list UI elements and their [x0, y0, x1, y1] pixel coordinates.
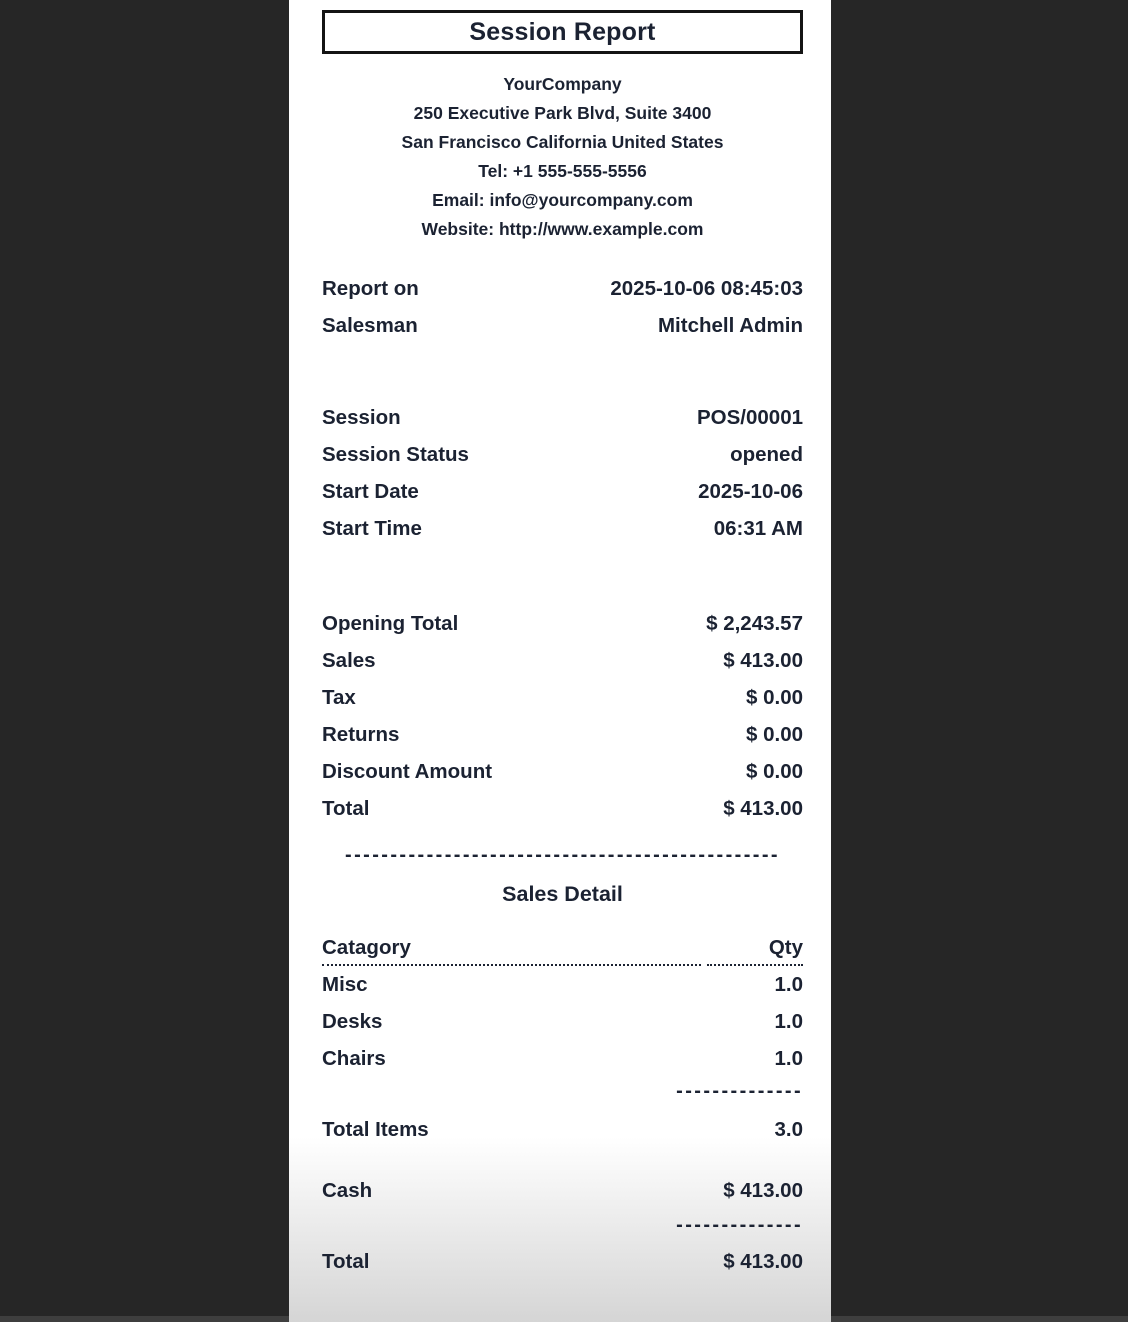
- totals-row-label: Tax: [322, 686, 356, 709]
- session-row: [322, 510, 803, 547]
- meta-row-value: 2025-10-06 08:45:03: [610, 277, 803, 300]
- payments-section: [322, 1172, 803, 1209]
- grand-total-value: $ 413.00: [723, 1250, 803, 1273]
- session-info-section: [322, 399, 803, 547]
- totals-row-label: Opening Total: [322, 612, 459, 635]
- session-row-value: 06:31 AM: [713, 517, 803, 540]
- totals-section: [322, 605, 803, 827]
- session-report-receipt: [289, 0, 831, 1322]
- session-row-label: Session Status: [322, 443, 469, 466]
- meta-row-label: Report on: [322, 277, 419, 300]
- total-items-row: [322, 1111, 803, 1148]
- totals-row-value: $ 0.00: [746, 723, 803, 746]
- payments-total-divider: --------------: [676, 1214, 803, 1236]
- category-column-header: Catagory: [322, 931, 701, 966]
- company-address-line1: 250 Executive Park Blvd, Suite 3400: [413, 103, 712, 123]
- company-website: Website: http://www.example.com: [421, 219, 704, 239]
- totals-row-value: $ 2,243.57: [706, 612, 803, 635]
- meta-row-value: Mitchell Admin: [657, 314, 803, 337]
- totals-row: [322, 642, 803, 679]
- totals-row-label: Discount Amount: [322, 760, 493, 783]
- payment-row: [322, 1172, 803, 1209]
- session-row-label: Start Time: [322, 517, 422, 540]
- totals-row: [322, 716, 803, 753]
- totals-row-value: $ 0.00: [746, 760, 803, 783]
- qty-column-header: Qty: [707, 931, 803, 966]
- totals-row: [322, 679, 803, 716]
- totals-row-label: Returns: [322, 723, 400, 746]
- category-row: [322, 1040, 803, 1077]
- totals-row-label: Total: [322, 797, 370, 820]
- payment-row-label: Cash: [322, 1179, 373, 1202]
- report-meta-section: [322, 270, 803, 344]
- totals-row-value: $ 413.00: [723, 797, 803, 820]
- meta-row: [322, 270, 803, 307]
- session-row-value: POS/00001: [697, 406, 803, 429]
- category-row-qty: 1.0: [774, 1047, 803, 1070]
- total-items-label: Total Items: [322, 1118, 429, 1141]
- grand-total-row: [322, 1243, 803, 1280]
- company-email: Email: info@yourcompany.com: [432, 190, 693, 210]
- category-row-label: Misc: [322, 973, 368, 996]
- session-row-value: 2025-10-06: [698, 480, 803, 503]
- meta-row: [322, 307, 803, 344]
- category-row: [322, 1003, 803, 1040]
- report-title-box: [322, 10, 803, 54]
- sales-detail-rows: [322, 966, 803, 1077]
- sales-detail-heading: Sales Detail: [502, 882, 623, 906]
- category-row-label: Chairs: [322, 1047, 386, 1070]
- category-row-qty: 1.0: [774, 973, 803, 996]
- session-row: [322, 399, 803, 436]
- totals-row: [322, 605, 803, 642]
- category-row-qty: 1.0: [774, 1010, 803, 1033]
- company-address-line2: San Francisco California United States: [401, 132, 724, 152]
- category-row: [322, 966, 803, 1003]
- company-info: [322, 70, 803, 244]
- session-row: [322, 436, 803, 473]
- totals-row-label: Sales: [322, 649, 376, 672]
- totals-row-value: $ 0.00: [746, 686, 803, 709]
- session-row: [322, 473, 803, 510]
- totals-row: [322, 790, 803, 827]
- category-row-label: Desks: [322, 1010, 383, 1033]
- report-title: Session Report: [469, 17, 656, 46]
- totals-row: [322, 753, 803, 790]
- company-phone: Tel: +1 555-555-5556: [478, 161, 647, 181]
- grand-total-label: Total: [322, 1250, 370, 1273]
- sales-detail-header: [322, 931, 803, 966]
- session-row-value: opened: [730, 443, 803, 466]
- total-items-value: 3.0: [774, 1118, 803, 1141]
- company-name: YourCompany: [503, 74, 622, 94]
- payment-row-value: $ 413.00: [723, 1179, 803, 1202]
- meta-row-label: Salesman: [322, 314, 418, 337]
- totals-row-value: $ 413.00: [723, 649, 803, 672]
- section-divider: ------------------------------------------------: [345, 844, 780, 866]
- session-row-label: Session: [322, 406, 401, 429]
- session-row-label: Start Date: [322, 480, 419, 503]
- items-subtotal-divider: --------------: [676, 1080, 803, 1102]
